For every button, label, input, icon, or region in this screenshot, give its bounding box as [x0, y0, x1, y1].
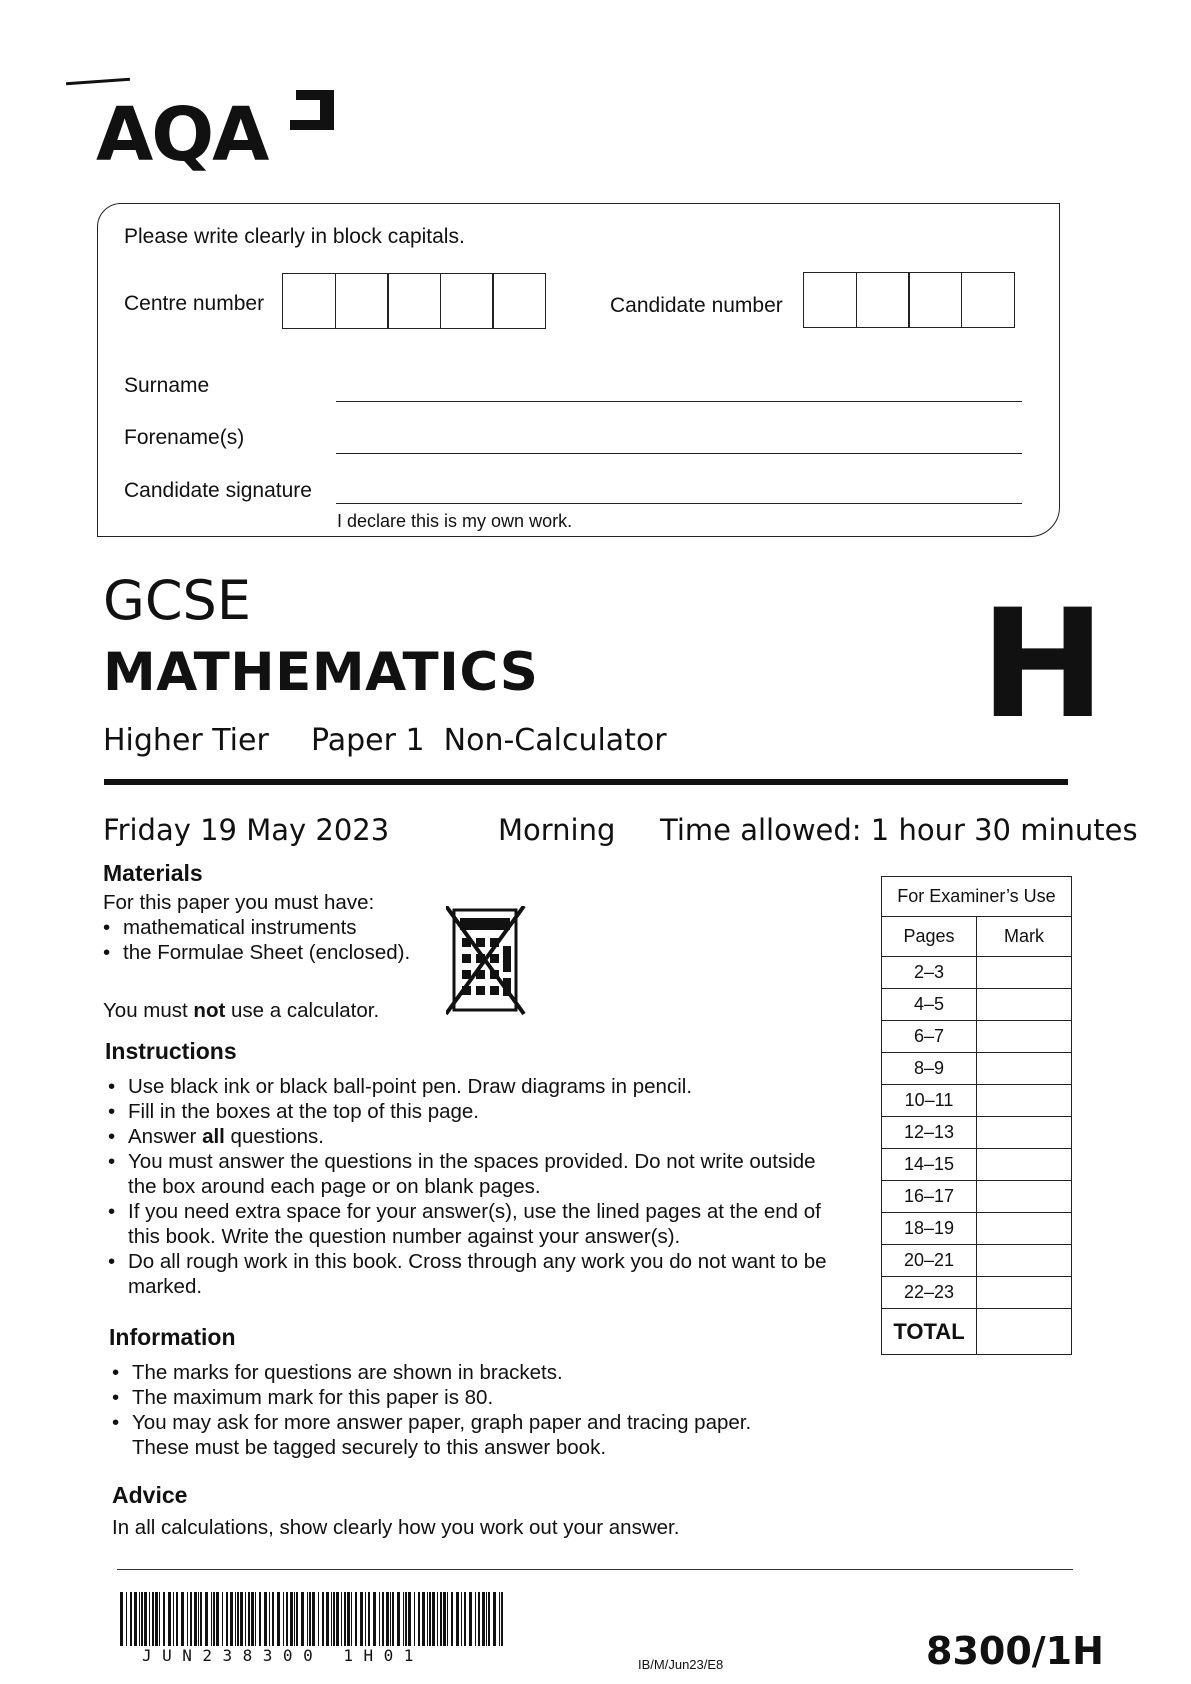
tier-letter: H	[980, 578, 1106, 752]
materials-list	[100, 915, 410, 965]
mark-cell[interactable]	[977, 1021, 1072, 1053]
barcode-number: JUN238300 1H01	[142, 1646, 424, 1665]
examiner-use-table	[881, 876, 1072, 1355]
list-item-emphasis: all	[202, 1125, 225, 1148]
advice-heading: Advice	[112, 1482, 188, 1508]
pages-column-header: Pages	[882, 917, 977, 957]
examiner-table-title: For Examiner’s Use	[882, 877, 1072, 917]
centre-number-label: Centre number	[124, 292, 265, 315]
exam-date: Friday 19 May 2023	[103, 813, 390, 847]
candidate-number-field[interactable]	[803, 272, 1013, 328]
declaration-text: I declare this is my own work.	[337, 511, 573, 531]
mark-cell[interactable]	[977, 1277, 1072, 1309]
calculator-notice	[103, 998, 379, 1023]
forenames-line[interactable]	[336, 453, 1022, 454]
centre-number-field[interactable]	[282, 273, 545, 329]
list-item: • The maximum mark for this paper is 80.	[109, 1385, 809, 1410]
mark-cell[interactable]	[977, 1245, 1072, 1277]
block-capitals-instruction: Please write clearly in block capitals.	[124, 225, 465, 248]
mark-cell[interactable]	[977, 1117, 1072, 1149]
pages-cell: 16–17	[882, 1181, 977, 1213]
pages-cell: 18–19	[882, 1213, 977, 1245]
information-heading: Information	[109, 1324, 236, 1350]
footer-divider	[117, 1569, 1073, 1570]
pages-cell: 2–3	[882, 957, 977, 989]
list-item	[105, 1124, 835, 1149]
centre-number-digit-box[interactable]	[440, 273, 494, 329]
title-divider	[104, 779, 1068, 785]
list-item: • If you need extra space for your answer(s), use the lined pages at the end of this book. Write the question number against your answer(s).	[105, 1199, 835, 1249]
time-allowed: Time allowed: 1 hour 30 minutes	[660, 813, 1138, 847]
advice-text: In all calculations, show clearly how you work out your answer.	[112, 1516, 680, 1539]
list-item: • mathematical instruments	[100, 915, 410, 940]
calculator-notice-emphasis: not	[193, 999, 226, 1022]
signature-label: Candidate signature	[124, 479, 312, 502]
mark-cell[interactable]	[977, 1053, 1072, 1085]
mark-cell[interactable]	[977, 957, 1072, 989]
paper-label: Paper 1 Non-Calculator	[311, 723, 667, 758]
no-calculator-icon	[446, 906, 526, 1016]
logo-dash	[66, 78, 130, 85]
mark-column-header: Mark	[977, 917, 1072, 957]
mark-cell[interactable]	[977, 1181, 1072, 1213]
list-item: • the Formulae Sheet (enclosed).	[100, 940, 410, 965]
instructions-heading: Instructions	[105, 1038, 237, 1064]
subject-title: MATHEMATICS	[103, 642, 539, 703]
qualification-title: GCSE	[103, 569, 251, 632]
list-item: • Fill in the boxes at the top of this page.	[105, 1099, 835, 1124]
surname-label: Surname	[124, 374, 210, 397]
pages-cell: 14–15	[882, 1149, 977, 1181]
aqa-logo-text: AQA	[96, 92, 268, 178]
pages-cell: 6–7	[882, 1021, 977, 1053]
tier-label: Higher Tier	[103, 723, 269, 758]
candidate-number-digit-box[interactable]	[908, 272, 962, 328]
total-mark-cell[interactable]	[977, 1309, 1072, 1355]
pages-cell: 4–5	[882, 989, 977, 1021]
materials-intro: For this paper you must have:	[103, 891, 375, 914]
calculator-notice-text: You must	[103, 999, 194, 1022]
list-item: • Use black ink or black ball-point pen. Draw diagrams in pencil.	[105, 1074, 835, 1099]
list-item: • The marks for questions are shown in brackets.	[109, 1360, 809, 1385]
signature-line[interactable]	[336, 503, 1022, 504]
candidate-number-digit-box[interactable]	[961, 272, 1015, 328]
centre-number-digit-box[interactable]	[335, 273, 389, 329]
candidate-number-digit-box[interactable]	[803, 272, 857, 328]
list-item: • You may ask for more answer paper, graph paper and tracing paper. These must be tagged securely to this answer book.	[109, 1410, 809, 1460]
centre-number-digit-box[interactable]	[387, 273, 441, 329]
information-list	[109, 1360, 809, 1460]
mark-cell[interactable]	[977, 1085, 1072, 1117]
mark-cell[interactable]	[977, 989, 1072, 1021]
materials-heading: Materials	[103, 860, 203, 886]
list-item: • You must answer the questions in the spaces provided. Do not write outside the box around each page or on blank pages.	[105, 1149, 835, 1199]
forenames-label: Forename(s)	[124, 426, 245, 449]
aqa-logo-icon	[282, 86, 338, 142]
barcode	[120, 1592, 505, 1646]
pages-cell: 8–9	[882, 1053, 977, 1085]
pages-cell: 10–11	[882, 1085, 977, 1117]
pages-cell: 12–13	[882, 1117, 977, 1149]
calculator-notice-text: use a calculator.	[225, 999, 380, 1022]
instructions-list	[105, 1074, 835, 1299]
centre-number-digit-box[interactable]	[492, 273, 546, 329]
reference-code: IB/M/Jun23/E8	[638, 1657, 724, 1672]
paper-code: 8300/1H	[926, 1629, 1104, 1673]
list-item-text: questions.	[224, 1125, 325, 1148]
surname-line[interactable]	[336, 401, 1022, 402]
pages-cell: 20–21	[882, 1245, 977, 1277]
pages-cell: 22–23	[882, 1277, 977, 1309]
candidate-number-digit-box[interactable]	[856, 272, 910, 328]
list-item-text: Answer	[128, 1125, 203, 1148]
total-label: TOTAL	[882, 1309, 977, 1355]
mark-cell[interactable]	[977, 1149, 1072, 1181]
candidate-number-label: Candidate number	[610, 294, 783, 317]
centre-number-digit-box[interactable]	[282, 273, 336, 329]
exam-session: Morning	[498, 813, 616, 847]
list-item: • Do all rough work in this book. Cross through any work you do not want to be marked.	[105, 1249, 835, 1299]
mark-cell[interactable]	[977, 1213, 1072, 1245]
